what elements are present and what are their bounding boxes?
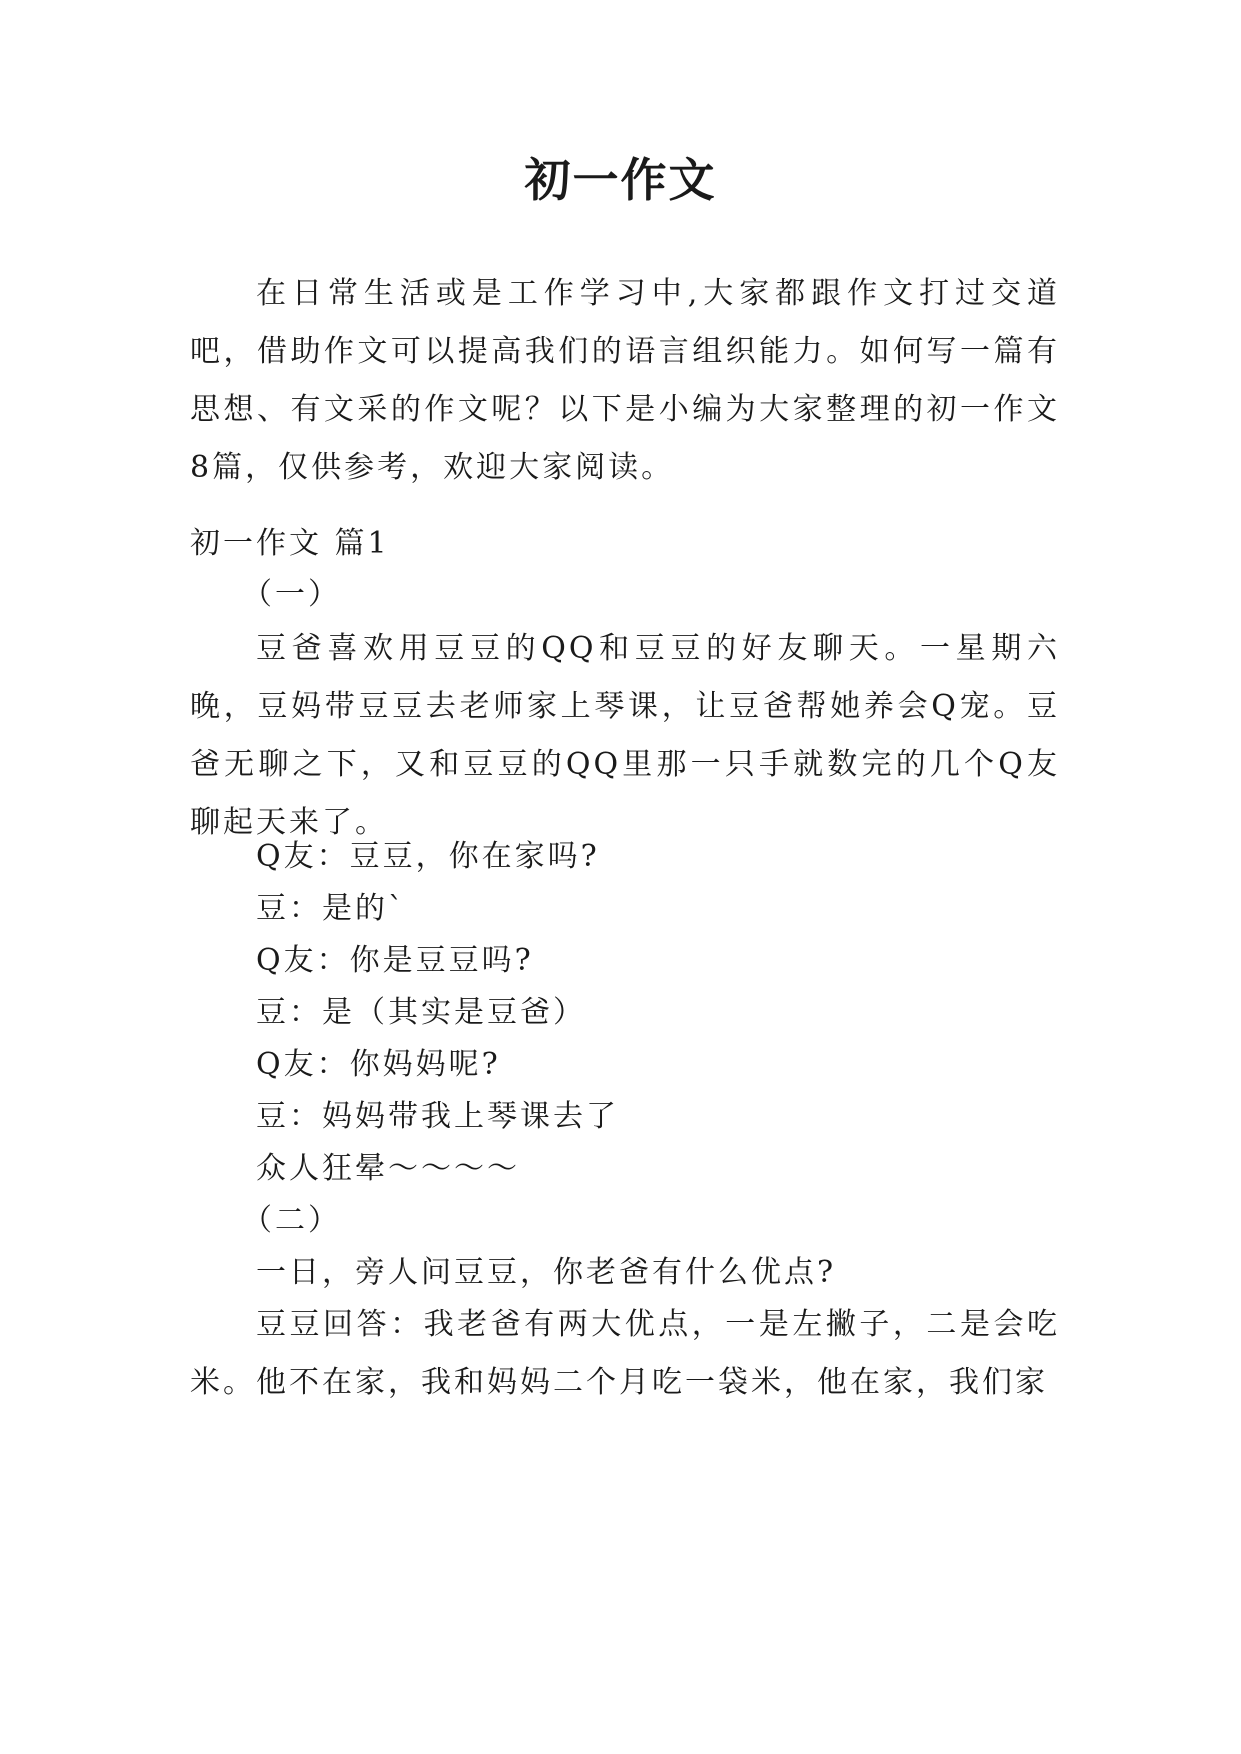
dialogue-line: 豆：妈妈带我上琴课去了 xyxy=(256,1099,619,1134)
part2-question: 一日，旁人问豆豆，你老爸有什么优点? xyxy=(256,1255,837,1290)
dialogue-line: Q友：豆豆，你在家吗? xyxy=(256,839,600,874)
part1-marker: （一） xyxy=(242,577,341,612)
dialogue-line: 豆：是的` xyxy=(256,891,406,926)
dialogue-line: 众人狂晕～～～～ xyxy=(256,1151,520,1186)
part2-answer: 豆豆回答：我老爸有两大优点，一是左撇子，二是会吃米。他不在家，我和妈妈二个月吃一袋米，他在家，我们家 xyxy=(190,1307,1060,1400)
dialogue-line: 豆：是（其实是豆爸） xyxy=(256,995,586,1030)
page-title: 初一作文 xyxy=(524,153,717,207)
dialogue-line: Q友：你是豆豆吗? xyxy=(256,943,534,978)
part1-paragraph: 豆爸喜欢用豆豆的QQ和豆豆的好友聊天。一星期六晚，豆妈带豆豆去老师家上琴课，让豆爸帮她养会Q宠。豆爸无聊之下，又和豆豆的QQ里那一只手就数完的几个Q友聊起天来了。 xyxy=(190,631,1060,840)
section-heading: 初一作文 篇1 xyxy=(190,526,390,561)
part2-marker: （二） xyxy=(242,1203,341,1238)
dialogue-line: Q友：你妈妈呢? xyxy=(256,1047,501,1082)
intro-paragraph: 在日常生活或是工作学习中,大家都跟作文打过交道吧，借助作文可以提高我们的语言组织能力。如何写一篇有思想、有文采的作文呢？以下是小编为大家整理的初一作文8篇，仅供参考，欢迎大家阅读。 xyxy=(190,276,1060,485)
